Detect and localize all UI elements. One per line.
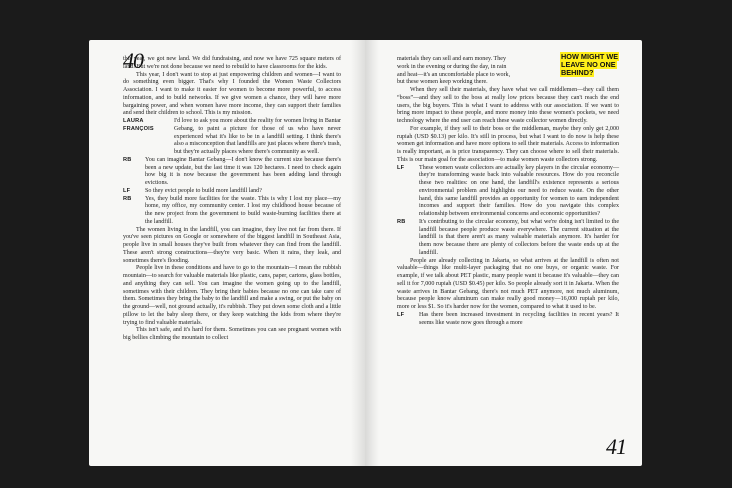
speaker-text: I'd love to ask you more about the reality for women living in Bantar Gebang, to paint a picture for those of us who have never experienced what it's like to be in a landfill setting. I think there's also a misconception that landfills are just places where there's trash, but they're actually places where there's community as well. (174, 118, 341, 155)
left-column-text (123, 56, 341, 343)
speaker-text: So they evict people to build more landfill land? (145, 187, 262, 194)
speaker-label: LF (397, 311, 405, 318)
interview-exchange (123, 196, 341, 227)
speaker-text: Yes, they build more facilities for the waste. This is why I lost my place—my home, my office, my community center. I lost my childhood house because of the new project from the government to build waste-burning facilities there at the landfill. (145, 195, 341, 225)
gutter-shadow (365, 40, 379, 466)
body-paragraph: The women living in the landfill, you can imagine, they live not far from there. If you've seen pictures on Google or somewhere of the biggest landfill in Southeast Asia, people live in small houses they've built from whatever they can find from the landfill. These aren't strong constructions—they're very basic. When it rains, they leak, and sometimes there's flooding. (123, 226, 341, 264)
intro-lines (397, 56, 541, 87)
speaker-label: LAURA FRANÇOIS (123, 118, 154, 132)
interview-exchange (397, 165, 619, 219)
body-paragraph: For example, if they sell to their boss or the middleman, maybe they only get 2,000 rupiah (USD $0.13) per kilo. It's still in process, but what I want to do now is help these women get information and have more options to sell their materials. Access to information is really important, as is price transparency. They can choose where to sell their materials. This is our main goal for the association—to make women waste collectors strong. (397, 125, 619, 163)
pull-quote-text: HOW MIGHT WE LEAVE NO ONE BEHIND? (561, 52, 619, 78)
speaker-label: RB (397, 218, 406, 225)
body-paragraph: People live in these conditions and have to go to the mountain—I mean the rubbish mountain—to search for valuable materials like plastic, cans, paper, cartons, glass bottles, and anything they can sell. You can imagine the women going up to the landfill, sometimes with their children. They bring their babies because no one can take care of them. Sometimes they bring the baby to the landfill and make a swing, or put the baby on the ground—well, not ground actually, it's rubbish. They put down some cloth and a little pillow to let the baby sleep there, or they keep watching the kids from where they're trying to find valuable materials. (123, 265, 341, 326)
left-page (89, 40, 365, 466)
interview-exchange (397, 219, 619, 258)
body-paragraph: This year, I don't want to stop at just empowering children and women—I want to do something even bigger. That's why I founded the Women Waste Collectors Association. I want to make it easier for women to become more powerful, to access information, and to build networks. If we give women a chance, they will have more bargaining power, and when women have more income, they can support their families and send their children to school. This is my mission. (123, 71, 341, 117)
intro-line: and heat—it's an uncomfortable place to work, (397, 71, 511, 78)
right-page (365, 40, 642, 466)
body-paragraph: This isn't safe, and it's hard for them. Sometimes you can see pregnant women with big bellies climbing the mountain to collect (123, 327, 341, 341)
speaker-text: It's contributing to the circular economy, but what we're doing isn't limited to the landfill because people produce waste everywhere. The current situation at the landfill is that there aren't as many valuable materials anymore. It's harder for them now because there are plenty of collectors before the waste ends up at the landfill. (419, 218, 619, 256)
gutter-shadow (351, 40, 365, 466)
interview-exchange (123, 157, 341, 188)
speaker-label: LF (123, 187, 131, 194)
page-number: 40 (123, 48, 143, 73)
speaker-text: Has there been increased investment in recycling facilities in recent years? It seems like waste now goes through a more (419, 311, 619, 326)
speaker-label: RB (123, 156, 132, 163)
right-column-text (397, 56, 619, 327)
intro-line: materials they can sell and earn money. They (397, 56, 506, 62)
body-paragraph: When they sell their materials, they have what we call middlemen—they call them “boss”—and they sell to the boss at really low prices because they can't reach the end users, the big buyers. This is what I want to address with our association. If we want to bring more impact to these people, and more money into these women's pockets, we need technology where the end user can reach these waste collector women directly. (397, 87, 619, 124)
speaker-label: LF (397, 164, 405, 171)
intro-line: work in the evening or during the day, in rain (397, 63, 507, 70)
body-paragraph: People are already collecting in Jakarta, so what arrives at the landfill is often not valuable—things like multi-layer packaging that no one buys, or organic waste. For example, if we talk about PET plastic, many people want it because it's valuable—they can sell it for 7,000 rupiah (USD $0.45) per kilo. So people already sort it in Jakarta. When the waste arrives in Bantar Gebang, there's not much PET anymore, not much aluminum, because people know aluminum can make really good money—16,000 rupiah per kilo, more or less $1. So it's harder now for the women, compared to what it used to be. (397, 257, 619, 310)
magazine-spread (89, 40, 642, 466)
interview-exchange (123, 188, 341, 196)
speaker-text: You can imagine Bantar Gebang—I don't know the current size because there's been a new update, but the last time it was 120 hectares. I need to check again how big it is now because the government has been adding land through evictions. (145, 156, 341, 186)
speaker-label: RB (123, 195, 132, 202)
interview-exchange (397, 312, 619, 328)
page-number: 41 (606, 434, 626, 459)
body-paragraph: this year, we got new land. We did fundraising, and now we have 725 square meters of land. But we're not done because we need to rebuild to have classrooms for the kids. (123, 56, 341, 70)
interview-exchange (123, 118, 341, 157)
speaker-text: These women waste collectors are actually key players in the circular economy—they're transforming waste back into valuable resources. How do you reconcile these two realities: on one hand, the landfill's existence represents a serious environmental problem and highlights our need to reduce waste. On the other hand, this same landfill provides an opportunity for women to earn independent incomes and support their families. How do you navigate this complex relationship between environmental concerns and economic opportunities? (419, 164, 619, 217)
intro-line: but these women keep working there. (397, 79, 488, 86)
